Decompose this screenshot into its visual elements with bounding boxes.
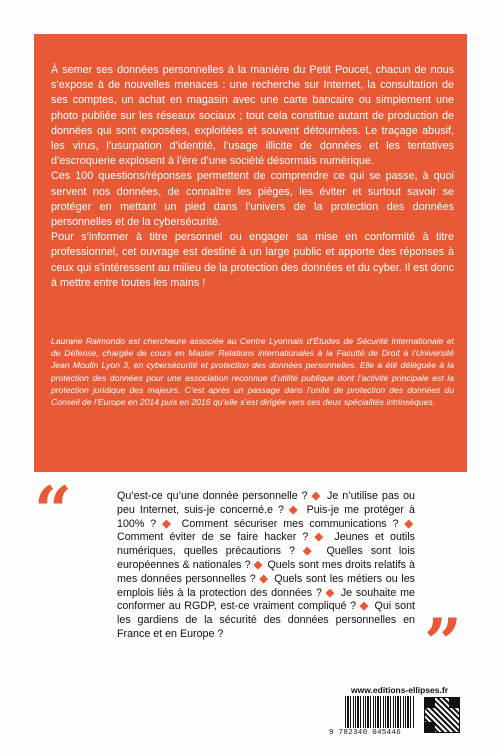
diamond-icon: ◆	[253, 558, 263, 571]
open-quote-icon: “	[34, 472, 72, 550]
blurb-paragraph-2: Ces 100 questions/réponses permettent de comprendre ce qui se passe, à quoi servent nos données, de connaître les pièges, les éviter et surtout savoir se protéger en mettant un pied dans l’univers de la protection des données personnelles et de la cybersécurité.	[51, 170, 454, 229]
question-list	[117, 490, 415, 642]
author-bio: Laurane Raimondo est chercheure associée au Centre Lyonnais d’Études de Sécurité Internationale et de Défense, chargée de cours en Master Relations internationales à la Faculté de Droit à l’Université Jean Moulin Lyon 3, en cybersécurité et protection des données personnelles. Elle a été déléguée à la protection des données pour une association reconnue d’utilité publique dont l’activité principale est la protection juridique des majeurs. C’est après un passage dans l’unité de protection des données du Conseil de l’Europe en 2014 puis en 2016 qu’elle s’est dirigée vers ces deux spécialités intrinsèques.	[51, 336, 454, 408]
isbn-digits: 9 782340 045446	[329, 729, 402, 737]
publisher-website[interactable]: www.editions-ellipses.fr	[351, 685, 448, 695]
question-item: Jeunes et outils numériques, quelles précautions ?	[117, 531, 415, 558]
question-item: Quels sont mes droits relatifs à mes données personnelles ?	[117, 558, 415, 585]
close-quote-icon: ”	[424, 604, 462, 682]
blurb-text	[51, 63, 454, 291]
question-item: Comment sécuriser mes communications ?	[181, 517, 399, 530]
diamond-icon: ◆	[288, 503, 300, 516]
question-item: Qui sont les gardiens de la sécurité des données personnelles en France et en Europe ?	[117, 600, 415, 640]
diamond-icon: ◆	[325, 586, 335, 599]
diamond-icon: ◆	[302, 545, 317, 558]
question-item: Qu’est-ce qu’une donnée personnelle ?	[117, 490, 308, 502]
blurb-paragraph-3: Pour s’informer à titre personnel ou engager sa mise en conformité à titre professionnel, cet ouvrage est destiné à un large public et apporte des réponses à ceux qui s’intéressent au milieu de la protection des données et du cyber. Il est donc à mettre entre toutes les mains !	[51, 231, 454, 289]
diamond-icon: ◆	[404, 517, 413, 530]
blurb-paragraph-1: À semer ses données personnelles à la manière du Petit Poucet, chacun de nous s’expose à de nouvelles menaces : une recherche sur Internet, la consultation de ses comptes, un achat en magasin avec une carte bancaire ou simplement une photo publiée sur les réseaux sociaux ; tout cela constitue autant de production de données qui sont exposées, exploitées et souvent détournées. Le traçage abusif, les virus, l’usurpation d’identité, l’usage illicite de données et les tentatives d’escroquerie explosent à l’ère d’une société désormais numérique.	[51, 64, 454, 168]
qr-code-icon	[424, 697, 460, 733]
diamond-icon: ◆	[311, 490, 322, 502]
diamond-icon: ◆	[162, 517, 174, 530]
question-item: Puis-je me protéger à 100% ?	[117, 503, 415, 530]
barcode-icon	[345, 696, 415, 728]
question-item: Quels sont les métiers ou les emplois liés à la protection des données ?	[117, 572, 415, 599]
question-item: Je n’utilise pas ou peu Internet, suis-je concerné.e ?	[117, 490, 415, 516]
diamond-icon: ◆	[314, 531, 327, 544]
question-item: Comment éviter de se faire hacker ?	[117, 531, 309, 544]
question-item: Quelles sont lois européennes & nationales ?	[117, 545, 415, 571]
diamond-icon: ◆	[359, 600, 369, 613]
question-item: Je souhaite me conformer au RGDP, est-ce vraiment compliqué ?	[117, 586, 415, 613]
diamond-icon: ◆	[259, 572, 269, 585]
